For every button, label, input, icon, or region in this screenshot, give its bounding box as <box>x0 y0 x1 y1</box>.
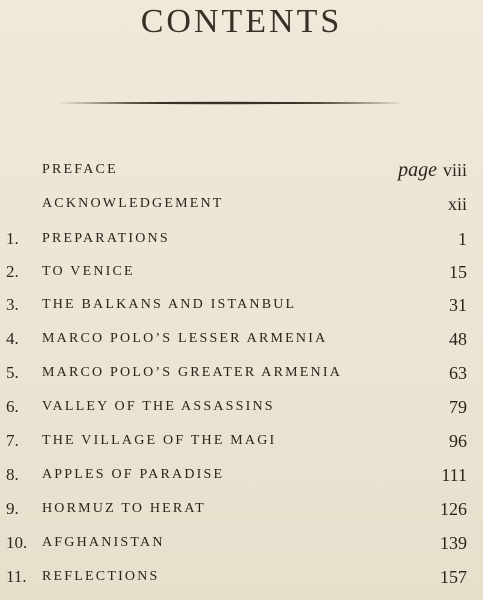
page-title: CONTENTS <box>140 3 343 40</box>
entry-page <box>434 562 467 592</box>
entry-page <box>443 358 467 388</box>
entry-title: TO VENICE <box>42 264 135 279</box>
toc-entry-preface[interactable] <box>0 155 483 185</box>
page-number: 111 <box>441 465 467 485</box>
chapter-number: 2. <box>6 262 19 281</box>
page-number: 157 <box>440 567 467 587</box>
chapter-number: 7. <box>6 431 19 450</box>
entry-title: HORMUZ TO HERAT <box>42 501 206 516</box>
entry-page <box>434 494 467 524</box>
page-number: 126 <box>440 499 467 519</box>
entry-page <box>443 392 467 422</box>
entry-page <box>452 224 467 254</box>
chapter-number: 1. <box>6 229 19 248</box>
chapter-number: 10. <box>6 533 28 552</box>
page-prefix: page <box>398 159 437 181</box>
chapter-number: 4. <box>6 329 19 348</box>
toc-entry-chapter-11[interactable] <box>0 562 483 592</box>
page-number: 139 <box>440 533 467 553</box>
entry-title: THE BALKANS AND ISTANBUL <box>42 297 297 312</box>
entry-page <box>435 460 467 490</box>
entry-title: APPLES OF PARADISE <box>42 467 225 482</box>
entry-title: VALLEY OF THE ASSASSINS <box>42 399 275 414</box>
toc-entry-acknowledgement[interactable] <box>0 189 483 219</box>
entry-title: ACKNOWLEDGEMENT <box>42 196 224 211</box>
entry-title: PREFACE <box>42 162 118 177</box>
toc-entry-chapter-8[interactable] <box>0 460 483 490</box>
entry-page <box>398 155 467 185</box>
toc-entry-chapter-4[interactable] <box>0 324 483 354</box>
toc-entry-chapter-6[interactable] <box>0 392 483 422</box>
entry-page <box>442 189 467 219</box>
entry-title: REFLECTIONS <box>42 569 160 584</box>
entry-title: AFGHANISTAN <box>42 535 165 550</box>
chapter-number: 6. <box>6 397 19 416</box>
page-number: 1 <box>458 229 467 249</box>
entry-page <box>434 528 467 558</box>
page-number: 96 <box>449 431 467 451</box>
toc-entry-chapter-10[interactable] <box>0 528 483 558</box>
entry-page <box>443 257 467 287</box>
page-number: 15 <box>449 262 467 282</box>
page-number: xii <box>447 194 467 214</box>
toc-entry-chapter-3[interactable] <box>0 290 483 320</box>
page-number: 63 <box>449 363 467 383</box>
chapter-number: 9. <box>6 499 19 518</box>
chapter-number: 5. <box>6 363 19 382</box>
entry-page <box>443 426 467 456</box>
entry-title: MARCO POLO’S GREATER ARMENIA <box>42 365 343 380</box>
chapter-number: 8. <box>6 465 19 484</box>
chapter-number: 3. <box>6 295 19 314</box>
entry-title: PREPARATIONS <box>42 231 170 246</box>
entry-title: MARCO POLO’S LESSER ARMENIA <box>42 331 328 346</box>
entry-page <box>443 324 467 354</box>
toc-entry-chapter-7[interactable] <box>0 426 483 456</box>
toc-entry-chapter-9[interactable] <box>0 494 483 524</box>
page-number: 48 <box>449 329 467 349</box>
page-number: 31 <box>449 295 467 315</box>
entry-title: THE VILLAGE OF THE MAGI <box>42 433 277 448</box>
toc-entry-chapter-2[interactable] <box>0 257 483 287</box>
page-number: viii <box>442 160 467 180</box>
toc-entry-chapter-1[interactable] <box>0 224 483 254</box>
entry-page <box>443 290 467 320</box>
toc-entry-chapter-5[interactable] <box>0 358 483 388</box>
page-number: 79 <box>449 397 467 417</box>
chapter-number: 11. <box>6 567 27 586</box>
